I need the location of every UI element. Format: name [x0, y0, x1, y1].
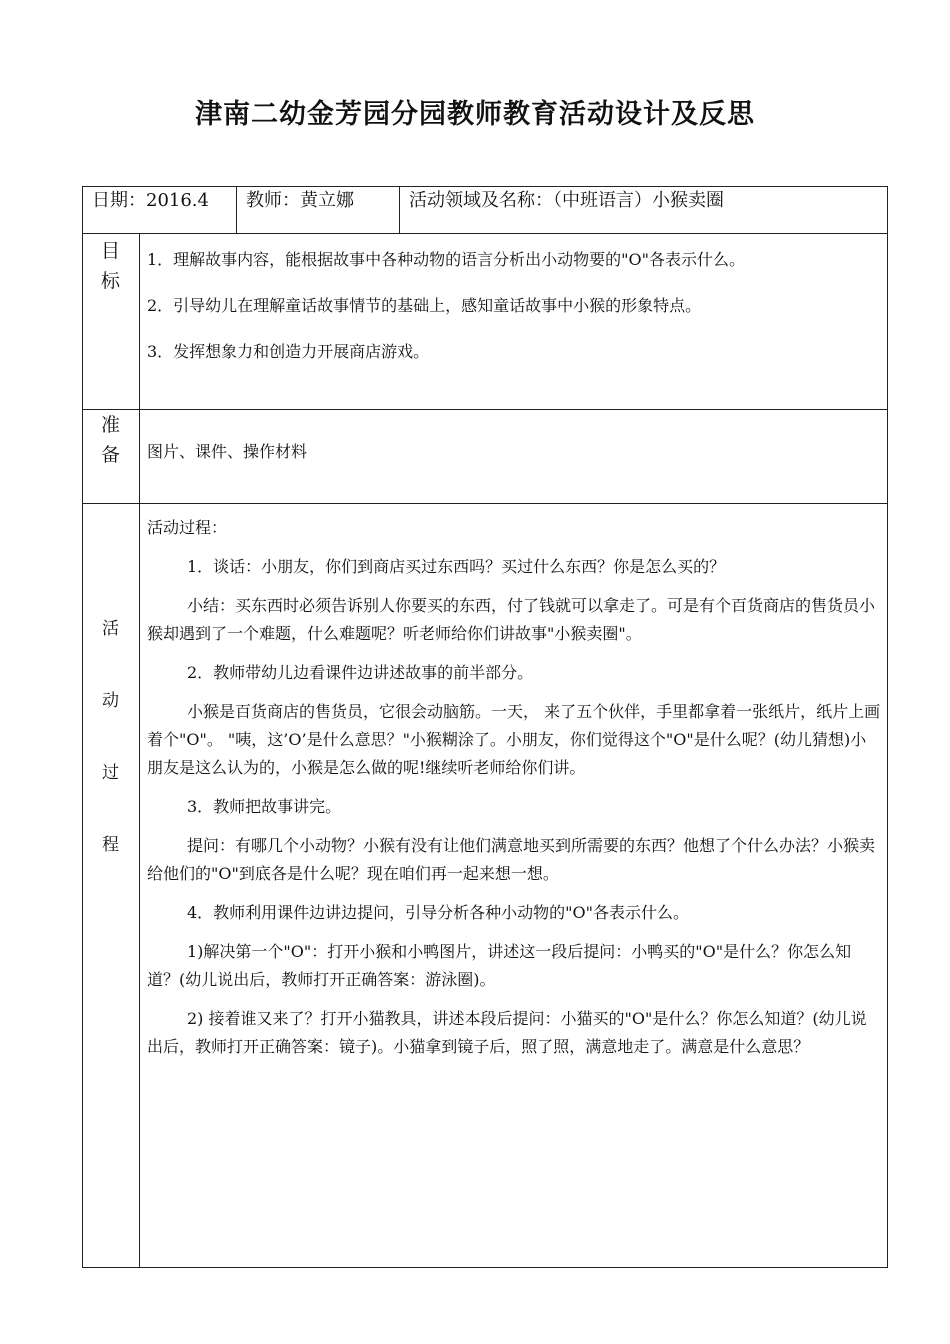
process-paragraph-2: 1．谈话：小朋友，你们到商店买过东西吗？买过什么东西？你是怎么买的？: [187, 557, 726, 576]
activity-name-cell: 活动领域及名称：（中班语言）小猴卖圈: [409, 190, 724, 211]
process-paragraph-10: 2) 接着谁又来了？打开小猫教具，讲述本段后提问：小猫买的"O"是什么？你怎么知道？(幼儿说出后，教师打开正确答案：镜子)。小猫拿到镜子后，照了照，满意地走了。满意是什么意思？: [147, 1009, 867, 1056]
process-label-char-4: 程: [102, 835, 119, 855]
process-paragraph-7: 提问：有哪几个小动物？小猴有没有让他们满意地买到所需要的东西？他想了个什么办法？小猴卖给他们的"O"到底各是什么呢？现在咱们再一起来想一想。: [147, 836, 876, 883]
prep-label: [82, 410, 139, 470]
page-title: 津南二幼金芳园分园教师教育活动设计及反思: [195, 99, 755, 130]
date-cell: 日期：2016.4: [92, 190, 209, 211]
label-column-divider: [139, 233, 140, 1268]
process-paragraph-1: 活动过程：: [147, 518, 228, 537]
process-paragraph-5: 小猴是百货商店的售货员，它很会动脑筋。一天， 来了五个伙伴，手里都拿着一张纸片，纸片上画着个"O"。 "咦，这’O’是什么意思？"小猴糊涂了。小朋友，你们觉得这个"O"是什么呢？(幼儿猜想)小朋友是这么认为的，小猴是怎么做的呢!继续听老师给你们讲。: [147, 702, 881, 777]
goals-label-char-1: 目: [100, 240, 120, 262]
prep-label-char-2: 备: [100, 444, 120, 466]
process-paragraph-6: 3．教师把故事讲完。: [187, 797, 342, 816]
process-paragraph-4: 2．教师带幼儿边看课件边讲述故事的前半部分。: [187, 663, 534, 682]
header-divider-2: [399, 186, 400, 234]
process-paragraph-3: 小结：买东西时必须告诉别人你要买的东西，付了钱就可以拿走了。可是有个百货商店的售货员小猴却遇到了一个难题，什么难题呢？听老师给你们讲故事"小猴卖圈"。: [147, 596, 876, 643]
process-paragraph-8: 4．教师利用课件边讲边提问，引导分析各种小动物的"O"各表示什么。: [187, 903, 690, 922]
row-divider-prep: [82, 503, 888, 504]
row-divider-header: [82, 233, 888, 234]
process-label-char-3: 过: [102, 763, 119, 783]
goal-item-3: 3．发挥想象力和创造力开展商店游戏。: [147, 342, 430, 361]
process-label-char-2: 动: [102, 691, 119, 711]
goals-content: [147, 246, 881, 384]
process-paragraph-9: 1)解决第一个"O"：打开小猴和小鸭图片，讲述这一段后提问：小鸭买的"O"是什么？你怎么知道？(幼儿说出后，教师打开正确答案：游泳圈)。: [147, 942, 852, 989]
prep-content: 图片、课件、操作材料: [147, 442, 308, 461]
header-divider-1: [236, 186, 237, 234]
prep-label-char-1: 准: [100, 414, 120, 436]
goal-item-1: 1．理解故事内容，能根据故事中各种动物的语言分析出小动物要的"O"各表示什么。: [147, 250, 746, 269]
teacher-cell: 教师：黄立娜: [246, 190, 354, 211]
goals-label-char-2: 标: [100, 270, 120, 292]
goal-item-2: 2．引导幼儿在理解童话故事情节的基础上，感知童话故事中小猴的形象特点。: [147, 296, 702, 315]
process-label: [82, 614, 139, 902]
process-label-char-1: 活: [102, 619, 119, 639]
goals-label: [82, 236, 139, 296]
row-divider-goals: [82, 409, 888, 410]
process-content: [147, 514, 881, 1072]
